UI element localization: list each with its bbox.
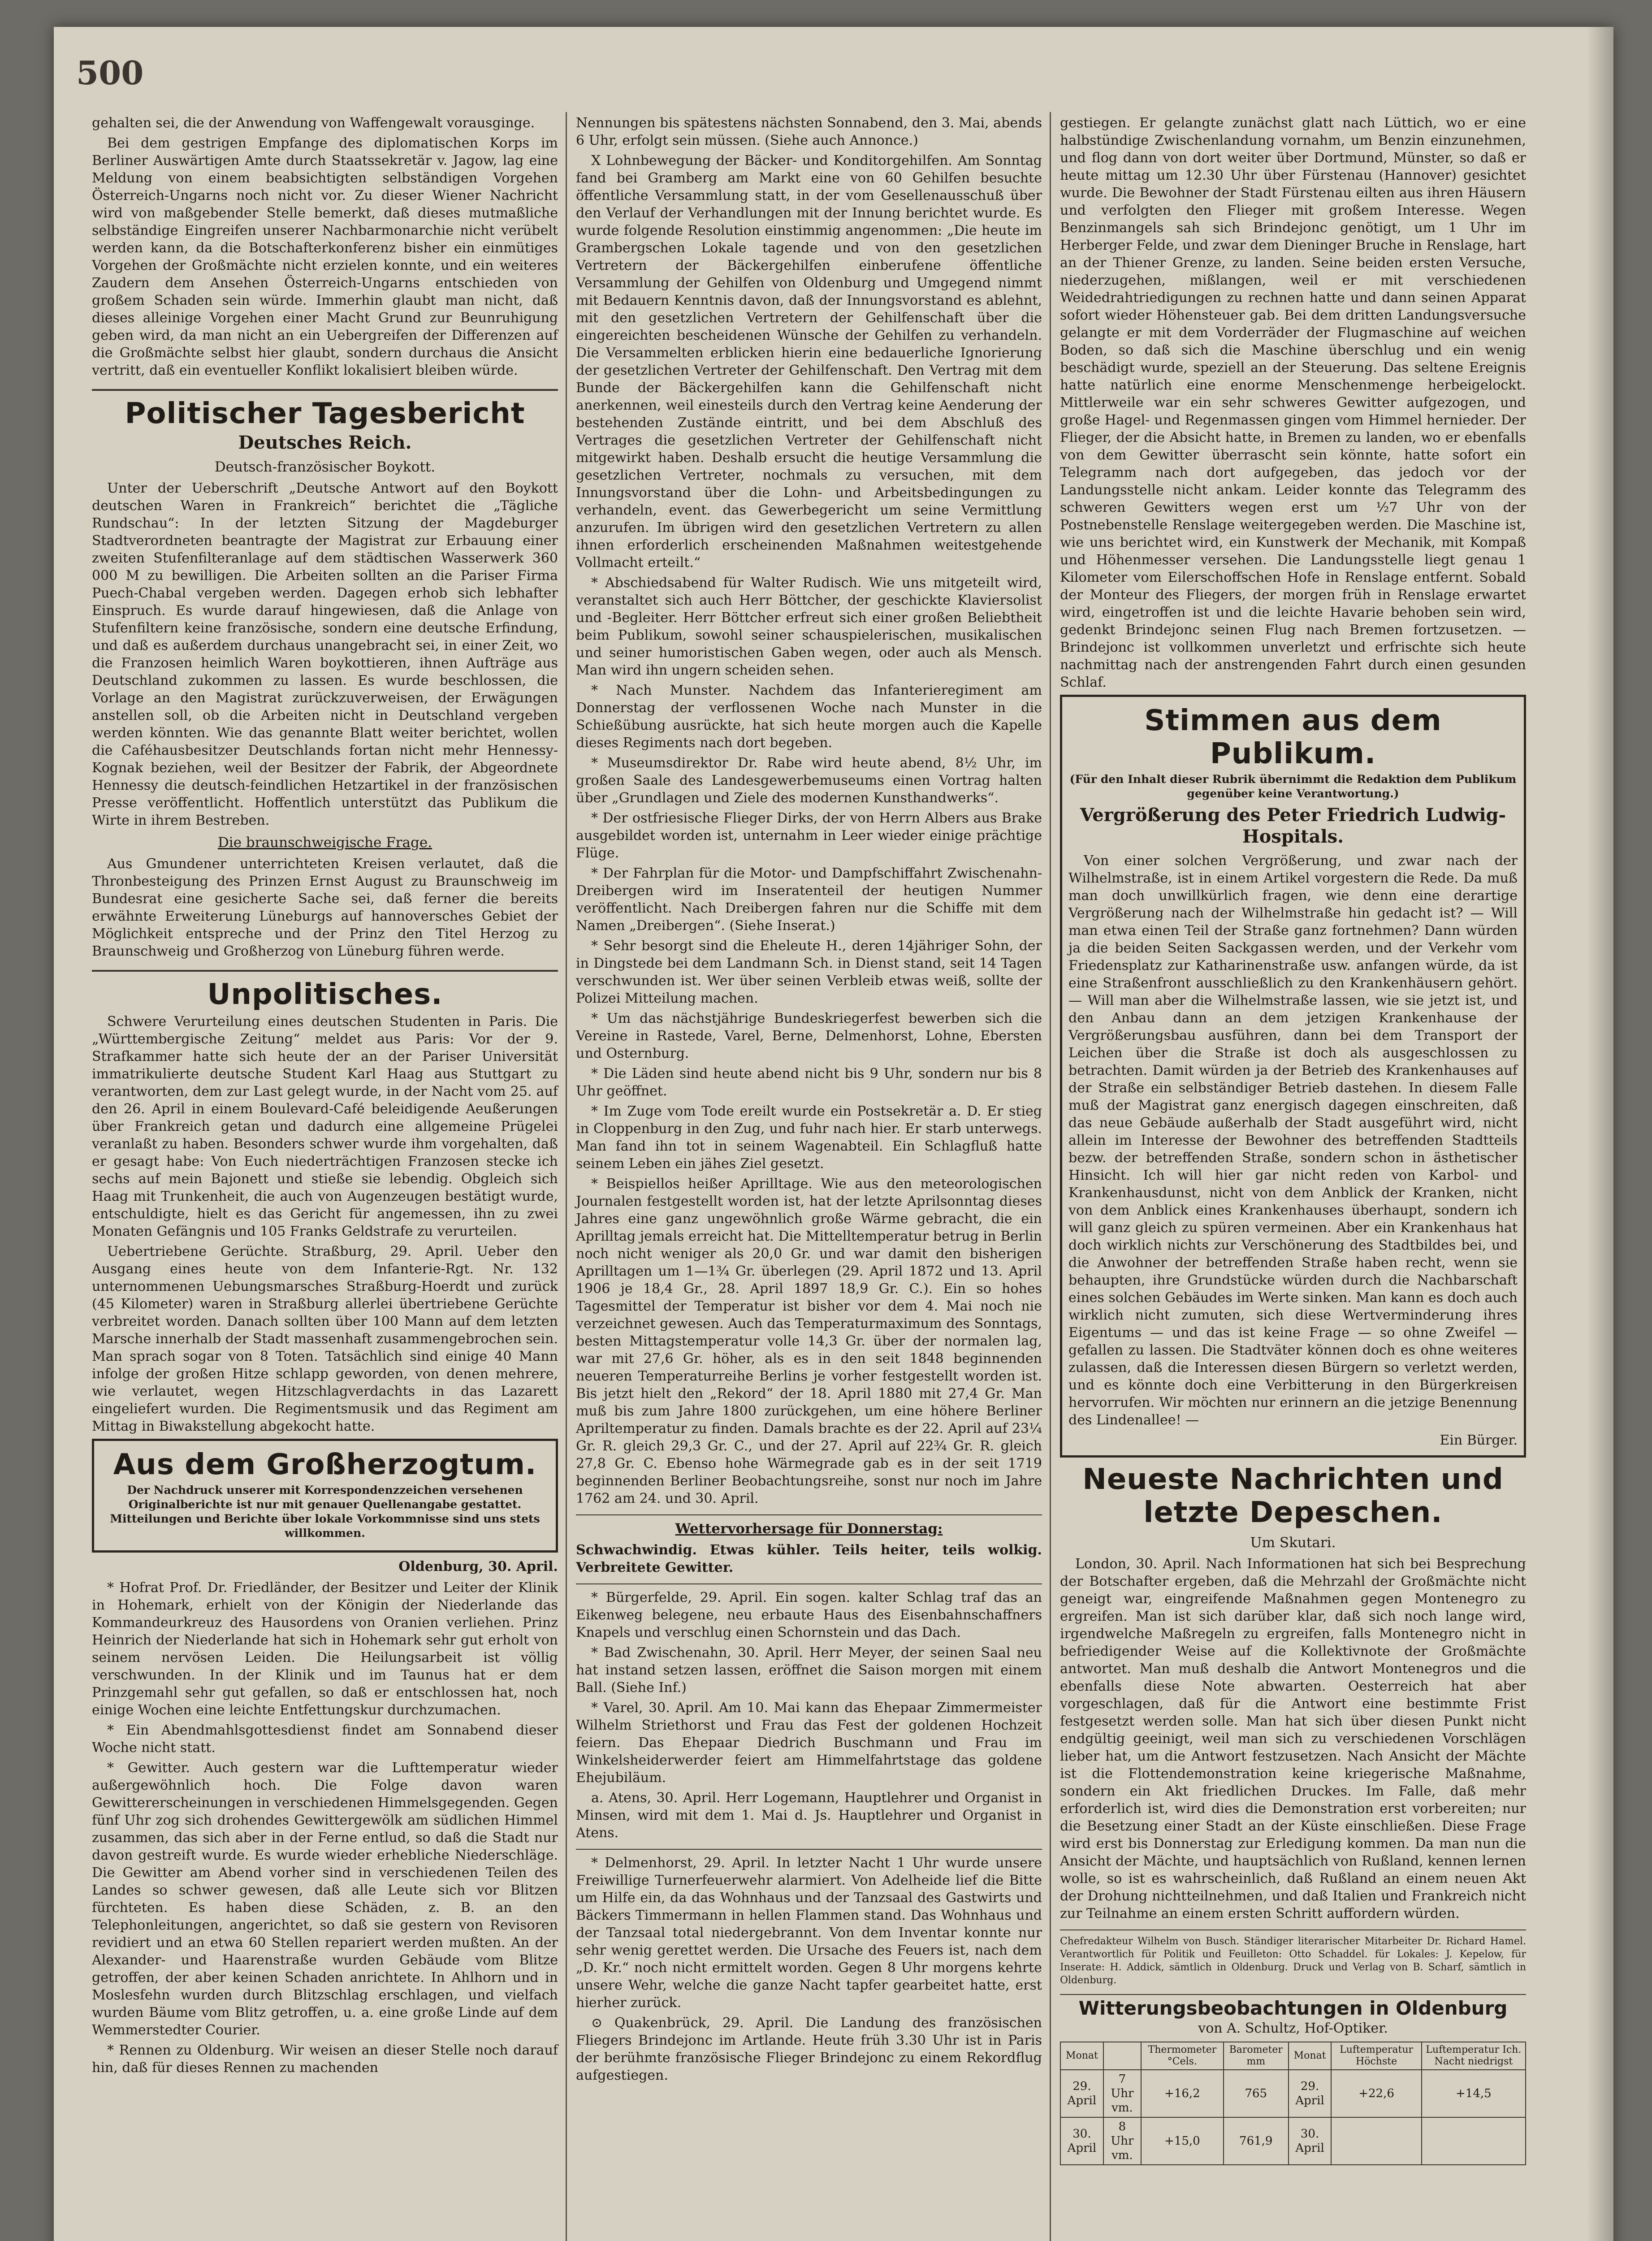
paragraph: * Bad Zwischenahn, 30. April. Herr Meyer, der seinen Saal neu hat instand setzen lassen, eröffnet die Saison morgen mit einem Ball. (Siehe Inf.) [576,1645,1042,1696]
section-title: Neueste Nachrichten und letzte Depeschen. [1082,1463,1504,1529]
section-subtitle: Deutsches Reich. [238,432,412,453]
table-header-row [1060,2042,1526,2070]
signature: Ein Bürger. [1440,1432,1518,1448]
paragraph: * Hofrat Prof. Dr. Friedländer, der Besitzer und Leiter der Klinik in Hohemark, erhielt von der Königin der Niederlande das Kommandeurkreuz des Hausordens von Oranien verliehen. Prinz Heinrich der Niederlande hat sich in Hohemark sehr gut erholt von seinem nervösen Leiden. Die Heilungsarbeit ist völlig verschwunden. In der Klinik und im Taunus hat er dem Prinzgemahl sehr gut gefallen, so daß er entschlossen hat, noch einige Wochen eine leichte Entfettungskur durchzumachen. [92,1580,558,1718]
article-headline: Um Skutari. [1250,1535,1336,1551]
table-cell: 761,9 [1224,2117,1289,2165]
table-cell: +15,0 [1141,2117,1224,2165]
table-header: Monat [1289,2042,1332,2070]
paragraph: Nennungen bis spätestens nächsten Sonnabend, den 3. Mai, abends 6 Uhr, erfolgt sein müssen. (Siehe auch Annonce.) [576,115,1042,148]
paragraph: Aus Gmundener unterrichteten Kreisen verlautet, daß die Thronbesteigung des Prinzen Ernst August zu Braunschweig im Bundesrat eine gesicherte Sache sei, daß ferner die bereits erwähnte Erweiterung Lüneburgs auf hannoversches Gebiet der Möglichkeit entspreche und der Prinz den Titel Herzog zu Braunschweig und Großherzog von Lüneburg führen werde. [92,856,558,959]
table-cell: 29. April [1289,2070,1332,2117]
paragraph: * Im Zuge vom Tode ereilt wurde ein Postsekretär a. D. Er stieg in Cloppenburg in den Zug, und fuhr nach hier. Er starb unterwegs. Man fand ihn tot in seinem Wagenabteil. Ein Schlagfluß hatte seinem Leben ein jähes Ziel gesetzt. [576,1103,1042,1172]
table-header: Luftemperatur Höchste [1331,2042,1421,2070]
section-box [1060,695,1526,1458]
paragraph: Bei dem gestrigen Empfange des diplomatischen Korps im Berliner Auswärtigen Amte durch Staatssekretär v. Jagow, lag eine Meldung von einem beabsichtigten selbständigen Vorgehen Österreich-Ungarns noch nicht vor. Zu dieser Wiener Nachricht wird von maßgebender Stelle bemerkt, daß dieses mutmaßliche selbständige Eingreifen unserer Nachbarmonarchie nicht verübelt werden kann, da die Botschafterkonferenz bisher ein einmütiges Vorgehen der Großmächte nicht erzielen konnte, und ein weiteres Zaudern dem Ansehen Österreich-Ungarns entschieden von großem Schaden sein würde. Immerhin glaubt man nicht, daß dieses alleinige Vorgehen einer Macht Grund zur Beunruhigung geben wird, da man nicht an ein Uebergreifen der Differenzen auf die Großmächte selbst hier glaubt, sondern durchaus die Ansicht vertritt, daß ein eventueller Konflikt lokalisiert bleiben würde. [92,135,558,378]
paragraph: gestiegen. Er gelangte zunächst glatt nach Lüttich, wo er eine halbstündige Zwischenlandung vornahm, um Benzin einzunehmen, und flog dann von dort weiter über Dortmund, Münster, so daß er heute mittag um 12.30 Uhr über Fürstenau (Hannover) gesichtet wurde. Die Bewohner der Stadt Fürstenau eilten aus ihren Häusern und verfolgten den Flieger mit großem Interesse. Wegen Benzinmangels sah sich Brindejonc genötigt, um 1 Uhr im Herberger Felde, und zwar dem Dieninger Bruche in Renslage, hart an der Thiener Grenze, zu landen. Seine beiden ersten Versuche, niederzugehen, mißlangen, weil er mit verschiedenen Weidedrahtriedigungen zu rechnen hatte und dann seinen Apparat sofort wieder Höhensteuer gab. Bei dem dritten Landungsversuche gelangte er mit dem Vorderräder der Flugmaschine auf weichen Boden, so daß sich die Maschine überschlug und ein wenig beschädigt wurde, speziell an der Steuerung. Das seltene Ereignis hatte natürlich eine enorme Menschenmenge herbeigelockt. Mittlerweile war ein sehr schweres Gewitter aufgezogen, und große Hagel- und Regenmassen gingen vom Himmel hernieder. Der Flieger, der die Absicht hatte, in Bremen zu landen, wo er ebenfalls von dem Gewitter überrascht sein könnte, hatte sofort ein Telegramm nach dort aufgegeben, das jedoch vor der Landungsstelle nicht ankam. Leider konnte das Telegramm des schweren Gewitters wegen erst um ½7 Uhr von der Postnebenstelle Renslage weitergegeben werden. Die Maschine ist, wie uns berichtet wird, ein Kunstwerk der Mechanik, mit Kompaß und Höhenmesser versehen. Die Landungsstelle liegt genau 1 Kilometer vom Eilerschoffschen Hofe in Renslage entfernt. Sobald der Monteur des Fliegers, der morgen früh in Renslage erwartet wird, eingetroffen ist und die leichte Havarie behoben sein wird, gedenkt Brindejonc seinen Flug nach Bremen fortzusetzen. — Brindejonc ist vollkommen unverletzt und erfrischte sich heute nachmittag nach der anstrengenden Fahrt durch einen gesunden Schlaf. [1060,115,1526,690]
column-3 [1060,114,1526,2165]
table-header: Monat [1060,2042,1103,2070]
divider [576,1583,1042,1584]
paragraph: * Rennen zu Oldenburg. Wir weisen an dieser Stelle noch darauf hin, daß für dieses Rennen zu machenden [92,2042,558,2076]
paragraph: * Der ostfriesische Flieger Dirks, der von Herrn Albers aus Brake ausgebildet worden ist, unternahm in Leer wieder einige prächtige Flüge. [576,810,1042,861]
table-cell: 7 Uhr vm. [1103,2070,1141,2117]
divider [92,970,558,972]
table-cell [1331,2117,1421,2165]
divider [1060,1994,1526,1995]
table-cell [1422,2117,1526,2165]
table-cell: 30. April [1289,2117,1332,2165]
paragraph: * Ein Abendmahlsgottesdienst findet am Sonnabend dieser Woche nicht statt. [92,1722,558,1756]
table-cell: 30. April [1060,2117,1103,2165]
paragraph: * Sehr besorgt sind die Eheleute H., deren 14jähriger Sohn, der in Dingstede bei dem Landmann Sch. in Dienst stand, seit 14 Tagen verschwunden ist. Wer über seinen Verbleib etwas weiß, sollte der Polizei Mitteilung machen. [576,938,1042,1006]
dateline: Oldenburg, 30. April. [398,1559,558,1575]
weather-table [1060,2042,1526,2165]
section-box [92,1439,558,1553]
imprint: Chefredakteur Wilhelm von Busch. Ständiger literarischer Mitarbeiter Dr. Richard Hamel. Verantwortlich für Politik und Feuilleton: Otto Schaddel. für Lokales: J. Kepelow, für Inserate: H. Addick, sämtlich in Oldenburg. Druck und Verlag von B. Scharf, sämtlich in Oldenburg. [1060,1936,1526,1986]
reprint-note: Der Nachdruck unserer mit Korrespondenzzeichen versehenen Originalberichte ist nur mit genauer Quellenangabe gestattet. Mitteilungen und Berichte über lokale Vorkommnisse sind uns stets willkommen. [110,1484,540,1540]
paragraph: * Museumsdirektor Dr. Rabe wird heute abend, 8½ Uhr, im großen Saale des Landesgewerbemuseums einen Vortrag halten über „Grundlagen und Ziele des modernen Kunsthandwerks“. [576,755,1042,806]
paragraph: * Delmenhorst, 29. April. In letzter Nacht 1 Uhr wurde unsere Freiwillige Turnerfeuerwehr alarmiert. Von Adelheide lief die Bitte um Hilfe ein, da das Wohnhaus und der Tanzsaal des Gastwirts und Bäckers Timmermann in hellen Flammen stand. Das Wohnhaus und der Tanzsaal total niedergebrannt. Von dem Inventar konnte nur sehr wenig gerettet werden. Die Ursache des Feuers ist, nach dem „D. Kr.“ noch nicht ermittelt worden. Gegen 8 Uhr morgens kehrte unsere Wehr, welche die ganze Nacht tapfer gearbeitet hatte, erst hierher zurück. [576,1855,1042,2011]
forecast-title: Wettervorhersage für Donnerstag: [675,1521,943,1537]
paragraph: * Gewitter. Auch gestern war die Lufttemperatur wieder außergewöhnlich hoch. Die Folge davon waren Gewittererscheinungen in verschiedenen Himmelsgegenden. Gegen fünf Uhr zog sich drohendes Gewittergewölk am südlichen Himmel zusammen, das sich aber in der Ferne entlud, so daß die Stadt nur davon gestreift wurde. Es wurde wieder erhebliche Niederschläge. Die Gewitter am Abend vorher sind in verschiedenen Teilen des Landes so schwer gewesen, daß alle Leute sich vor Blitzen fürchteten. Es haben diese Schäden, z. B. an den Telephonleitungen, angerichtet, so daß sie gestern von Revisoren revidiert und an etwa 60 Stellen repariert werden mußten. An der Alexander- und Haarenstraße wurden Gebäude vom Blitze getroffen, der aber keinen Schaden anrichtete. In Ahlhorn und in Moslesfehn wurden durch Blitzschlag erschlagen, und vielfach wurden Bäume vom Blitz getroffen, u. a. eine große Linde auf dem Wemmerstedter Courier. [92,1760,558,2038]
paragraph: * Varel, 30. April. Am 10. Mai kann das Ehepaar Zimmermeister Wilhelm Striethorst und Frau das Fest der goldenen Hochzeit feiern. Das Ehepaar Diedrich Buschmann und Frau im Winkelsheiderwerder feiert am Himmelfahrtstage das goldene Ehejubiläum. [576,1700,1042,1786]
paragraph: * Abschiedsabend für Walter Rudisch. Wie uns mitgeteilt wird, veranstaltet sich auch Herr Böttcher, der geschickte Klaviersolist und -Begleiter. Herr Böttcher erfreut sich einer großen Beliebtheit beim Publikum, sowohl seiner schauspielerischen, musikalischen und seiner humoristischen Gaben wegen, oder auch als Mensch. Man wird ihn ungern scheiden sehen. [576,575,1042,678]
article-headline: Die braunschweigische Frage. [217,835,432,851]
paragraph: gehalten sei, die der Anwendung von Waffengewalt vorausginge. [92,115,535,131]
paragraph: London, 30. April. Nach Informationen hat sich bei Besprechung der Botschafter ergeben, daß die Mehrzahl der Großmächte nicht geneigt war, eingreifende Maßnahmen gegen Montenegro zu ergreifen. Man ist sich darüber klar, daß sich noch lange wird, irgendwelche Maßregeln zu ergreifen, falls Montenegro nicht in befriedigender Weise auf die Kollektivnote der Großmächte antwortet. Man muß deshalb die Antwort Montenegros und die ebenfalls diese Note abwarten. Oesterreich hat aber vorgeschlagen, daß für die Antwort eine bestimmte Frist festgesetzt werden solle. Man hat sich über diesen Punkt nicht endgültig geeinigt, weil man sich zu verschiedenen Vorschlägen lieber hat, um die Antwort festzusetzen. Nach Ansicht der Mächte ist die Flottendemonstration keine kriegerische Maßnahme, sondern ein Akt friedlichen Druckes. Im Falle, daß mehr erforderlich ist, wird dies die Demonstration erst vorbereiten; nur die Besetzung einer Stadt an der Küste einschließen. Diese Frage wird erst bis Donnerstag zur Erledigung kommen. Da man nun die Ansicht der Mächte, und hauptsächlich von Rußland, kennen lernen wolle, so ist es wahrscheinlich, daß Rußland an einem neuen Akt der Drohung nichtteilnehmen, und daß Italien und Frankreich nicht zur Teilnahme an einem ersten Schritt auffordern würden. [1060,1556,1526,1921]
divider [92,389,558,391]
table-header: Barometer mm [1224,2042,1289,2070]
page-edge-shadow [1587,27,1613,2241]
weather-table-title: Witterungsbeobachtungen in Oldenburg [1078,1997,1508,2019]
section-title: Aus dem Großherzogtum. [113,1448,537,1481]
table-header: Thermometer °Cels. [1141,2042,1224,2070]
weather-table-subtitle: von A. Schultz, Hof-Optiker. [1198,2020,1388,2036]
page-number: 500 [76,54,144,92]
table-header: Luftemperatur Ich. Nacht niedrigst [1422,2042,1526,2070]
table-row [1060,2117,1526,2165]
table-cell: +22,6 [1331,2070,1421,2117]
paragraph: X Lohnbewegung der Bäcker- und Konditorgehilfen. Am Sonntag fand bei Gramberg am Markt eine von 60 Gehilfen besuchte öffentliche Versammlung statt, in der vom Gesellenausschuß über den Verlauf der Verhandlungen mit der Innung berichtet wurde. Es wurde folgende Resolution einstimmig angenommen: „Die heute im Grambergschen Lokale tagende und von den gesetzlichen Vertretern der Bäckergehilfen einberufene öffentliche Versammlung der Gehilfen von Oldenburg und Umgegend nimmt mit Bedauern Kenntnis davon, daß der Innungsvorstand es ablehnt, mit den gesetzlichen Vertretern der Gehilfenschaft über die eingereichten bescheidenen Wünsche der Gehilfen zu verhandeln. Die Versammelten erblicken hierin eine bedauerliche Ignorierung der gesetzlichen Vertreter der Gehilfenschaft. Den Vertrag mit dem Bunde der Bäckergehilfen kann die Gehilfenschaft nicht anerkennen, weil einesteils durch den Vertrag keine Aenderung der bestehenden Zustände eintritt, und bei dem Abschluß des Vertrages die gesetzlichen Vertreter der Gehilfenschaft nicht mitgewirkt haben. Deshalb ersucht die heutige Versammlung die gesetzlichen Vertreter, nochmals zu versuchen, mit dem Innungsvorstand über die Lohn- und Arbeitsbedingungen zu verhandeln, event. das Gewerbegericht um seine Vermittlung anzurufen. Im übrigen wird den gesetzlichen Vertretern zu allen ihnen erforderlich erscheinenden Maßnahmen weitestgehende Vollmacht erteilt.“ [576,153,1042,571]
paragraph: Unter der Ueberschrift „Deutsche Antwort auf den Boykott deutschen Waren in Frankreich“ berichtet die „Tägliche Rundschau“: In der letzten Sitzung der Magdeburger Stadtverordneten beantragte der Magistrat zur Erbauung einer zweiten Stufenfilteranlage auf dem städtischen Wasserwerk 360 000 M zu bewilligen. Die Arbeiten sollten an die Pariser Firma Puech-Chabal vergeben werden. Dagegen erhob sich lebhafter Einspruch. Es wurde darauf hingewiesen, daß die Anlage von Stufenfiltern keine französische, sondern eine deutsche Erfindung, und daß es außerdem durchaus unangebracht sei, in einer Zeit, wo die Franzosen heimlich Waren boykottieren, ihnen Aufträge aus Deutschland zukommen zu lassen. Es wurde beschlossen, die Vorlage an den Magistrat zurückzuverweisen, der Erwägungen anstellen soll, ob die Arbeiten nicht in Deutschland vergeben werden könnten. Wie das genannte Blatt weiter berichtet, wollen die Caféhausbesitzer Deutschlands fortan nicht mehr Hennessy-Kognak beziehen, weil der Besitzer der Fabrik, der Abgeordnete Hennessy die deutsch-feindlichen Hetzartikel in der französischen Presse veröffentlicht. Hoffentlich unterstützt das Publikum die Wirte in ihrem Bestreben. [92,480,558,828]
table-cell: 765 [1224,2070,1289,2117]
table-cell: 29. April [1060,2070,1103,2117]
column-1 [92,114,558,2079]
paragraph: * Beispiellos heißer Aprilltage. Wie aus den meteorologischen Journalen festgestellt worden ist, hat der letzte Aprilsonntag dieses Jahres eine ganz ungewöhnlich große Wärme gebracht, die ein Aprilltag jemals erreicht hat. Die Mittelltemperatur betrug in Berlin noch nicht weniger als 20,0 Gr. und war damit den bisherigen Aprilltagen um 1—1¾ Gr. überlegen (29. April 1872 und 13. April 1906 je 18,4 Gr., 28. April 1897 18,9 Gr. C.). Ein so hohes Tagesmittel der Temperatur ist bisher vor dem 4. Mai noch nie verzeichnet gewesen. Auch das Temperaturmaximum des Sonntags, besten Mittagstemperatur volle 14,3 Gr. über der normalen lag, war mit 27,6 Gr. höher, als es in den seit 1848 beginnenden neueren Temperaturreihe Berlins je vorher festgestellt worden ist. Bis jetzt hielt den „Rekord“ der 18. April 1880 mit 27,4 Gr. Man muß bis zum Jahre 1800 zurückgehen, um eine höhere Berliner Apriltemperatur zu finden. Damals brachte es der 22. April auf 23¼ Gr. R. gleich 29,3 Gr. C., und der 27. April auf 22¾ Gr. R. gleich 27,8 Gr. C. Ebenso hohe Wärmegrade gab es in der seit 1719 beginnenden Berliner Beobachtungsreihe, sonst nur noch im Jahre 1762 am 24. und 30. April. [576,1176,1042,1506]
section-title: Stimmen aus dem Publikum. [1144,704,1442,770]
column-rule [566,112,567,2241]
paragraph: Von einer solchen Vergrößerung, und zwar nach der Wilhelmstraße, ist in einem Artikel vorgestern die Rede. Da muß man doch unwillkürlich fragen, wie denn eine derartige Vergrößerung nach der Wilhelmstraße hin gedacht ist? — Will man etwa einen Teil der Straße ganz fortnehmen? Dann würden ja die beiden Seiten Sackgassen werden, und der Verkehr vom Friedensplatz zur Katharinenstraße usw. anfangen würde, da ist eine Straßenfront ausschließlich zu den Krankenhäusern gehört. — Will man aber die Wilhelmstraße lassen, wie sie jetzt ist, und den Anbau dann an dem jetzigen Krankenhause der Vergrößerungsbau ausführen, dann bei dem Transport der Leichen über die Straße ist doch als ausgeschlossen zu betrachten. Damit würden ja der Betrieb des Krankenhauses auf der Straße ein selbständiger Betrieb dastehen. In diesem Falle muß der Magistrat ganz energisch dagegen einschreiten, daß das neue Gebäude außerhalb der Stadt ausgeführt wird, nicht allein im Interesse der Bewohner des betreffenden Stadtteils bezw. der betreffenden Straße, sondern schon in ästhetischer Hinsicht. Ich will hier gar nicht reden von Karbol- und Krankenhausdunst, nicht von dem Anblick der Kranken, nicht von dem Anblick eines Krankenhauses überhaupt, sondern ich will ganz gleich zu spüren vermeinen. Aber ein Krankenhaus hat doch wirklich nichts zur Verschönerung des Stadtbildes bei, und die Anwohner der betreffenden Straße haben recht, wenn sie behaupten, ihre Grundstücke würden durch die Nachbarschaft eines solchen Gebäudes im Werte sinken. Man kann es doch auch wirklich nicht zumuten, sich diese Wertverminderung ihres Eigentums — und das ist keine Frage — so ohne Zweifel — gefallen zu lassen. Die Stadtväter können doch es ohne weiteres zulassen, daß die Interessen diesen Bürgern so verletzt werden, und es könnte doch eine Verbitterung in den Bürgerkreisen hervorrufen. Wir möchten nur erinnern an die jetzige Benennung des Lindenallee! — [1068,853,1518,1428]
column-rule [1050,112,1051,2241]
table-cell: +16,2 [1141,2070,1224,2117]
table-row [1060,2070,1526,2117]
section-title: Unpolitisches. [207,978,443,1011]
table-cell: +14,5 [1422,2070,1526,2117]
table-header [1103,2042,1141,2070]
paragraph: * Die Läden sind heute abend nicht bis 9 Uhr, sondern nur bis 8 Uhr geöffnet. [576,1066,1042,1099]
paragraph: Uebertriebene Gerüchte. Straßburg, 29. April. Ueber den Ausgang eines heute von dem Infanterie-Rgt. Nr. 132 unternommenen Uebungsmarsches Straßburg-Hoerdt und zurück (45 Kilometer) waren in Straßburg allerlei übertriebene Gerüchte verbreitet worden. Danach sollten über 100 Mann auf dem letzten Marsche innerhalb der Stadt massenhaft zusammengebrochen sein. Man sprach sogar von 8 Toten. Tatsächlich sind einige 40 Mann infolge der großen Hitze schlapp geworden, von denen mehrere, wie verlautet, wegen Hitzschlagverdachts in das Lazarett eingeliefert wurden. Die Regimentsmusik und das Regiment am Mittag in Biwakstellung abgekocht hatte. [92,1244,558,1434]
article-headline: Deutsch-französischer Boykott. [214,459,436,475]
paragraph: * Um das nächstjährige Bundeskriegerfest bewerben sich die Vereine in Rastede, Varel, Berne, Delmenhorst, Lohne, Ebersten und Osternburg. [576,1011,1042,1061]
divider [576,1849,1042,1850]
paragraph: a. Atens, 30. April. Herr Logemann, Hauptlehrer und Organist in Minsen, wird mit dem 1. Mai d. Js. Hauptlehrer und Organist in Atens. [576,1790,1042,1841]
section-title: Politischer Tagesbericht [125,397,525,430]
disclaimer-note: (Für den Inhalt dieser Rubrik übernimmt die Redaktion dem Publikum gegenüber keine Verantwortung.) [1069,773,1517,800]
paragraph: ⊙ Quakenbrück, 29. April. Die Landung des französischen Fliegers Brindejonc im Artlande. Heute früh 3.30 Uhr ist in Paris der berühmte französische Flieger Brindejonc zu einem Rekordflug aufgestiegen. [576,2015,1042,2083]
article-headline: Vergrößerung des Peter Friedrich Ludwig-Hospitals. [1080,805,1506,847]
divider [576,1514,1042,1515]
paragraph: * Der Fahrplan für die Motor- und Dampfschiffahrt Zwischenahn-Dreibergen wird im Inseratenteil der heutigen Nummer veröffentlicht. Nach Dreibergen fahren nur die Schiffe mit dem Namen „Dreibergen“. (Siehe Inserat.) [576,865,1042,934]
paragraph: Schwere Verurteilung eines deutschen Studenten in Paris. Die „Württembergische Zeitung“ meldet aus Paris: Vor der 9. Strafkammer hatte sich heute der an der Pariser Universität immatrikulierte deutsche Student Karl Haag aus Stuttgart zu verantworten, dem zur Last gelegt wurde, in der Nacht vom 25. auf den 26. April in einem Boulevard-Café beleidigende Aeußerungen über Frankreich getan und dadurch eine allgemeine Prügelei veranlaßt zu haben. Besonders schwer wurde ihm vorgehalten, daß er gesagt habe: Von Euch niederträchtigen Franzosen stecke ich sechs auf mein Bajonett und stieße sie lebendig. Obgleich sich Haag mit Trunkenheit, die auch von Augenzeugen bestätigt wurde, entschuldigte, hielt es das Gericht für angemessen, ihn zu zwei Monaten Gefängnis und 105 Franks Geldstrafe zu verurteilen. [92,1014,558,1239]
table-cell: 8 Uhr vm. [1103,2117,1141,2165]
paragraph: * Nach Munster. Nachdem das Infanterieregiment am Donnerstag der verflossenen Woche nach Munster in die Schießübung ausrückte, hat sich heute morgen auch die Kapelle dieses Regiments nach dort begeben. [576,683,1042,751]
forecast-text: Schwachwindig. Etwas kühler. Teils heiter, teils wolkig. Verbreitete Gewitter. [576,1542,1042,1575]
column-2 [576,114,1042,2087]
paragraph: * Bürgerfelde, 29. April. Ein sogen. kalter Schlag traf das an Eikenweg belegene, neu erbaute Haus des Eisenbahnschaffners Knapels und verschlug einen Schornstein und das Dach. [576,1590,1042,1640]
